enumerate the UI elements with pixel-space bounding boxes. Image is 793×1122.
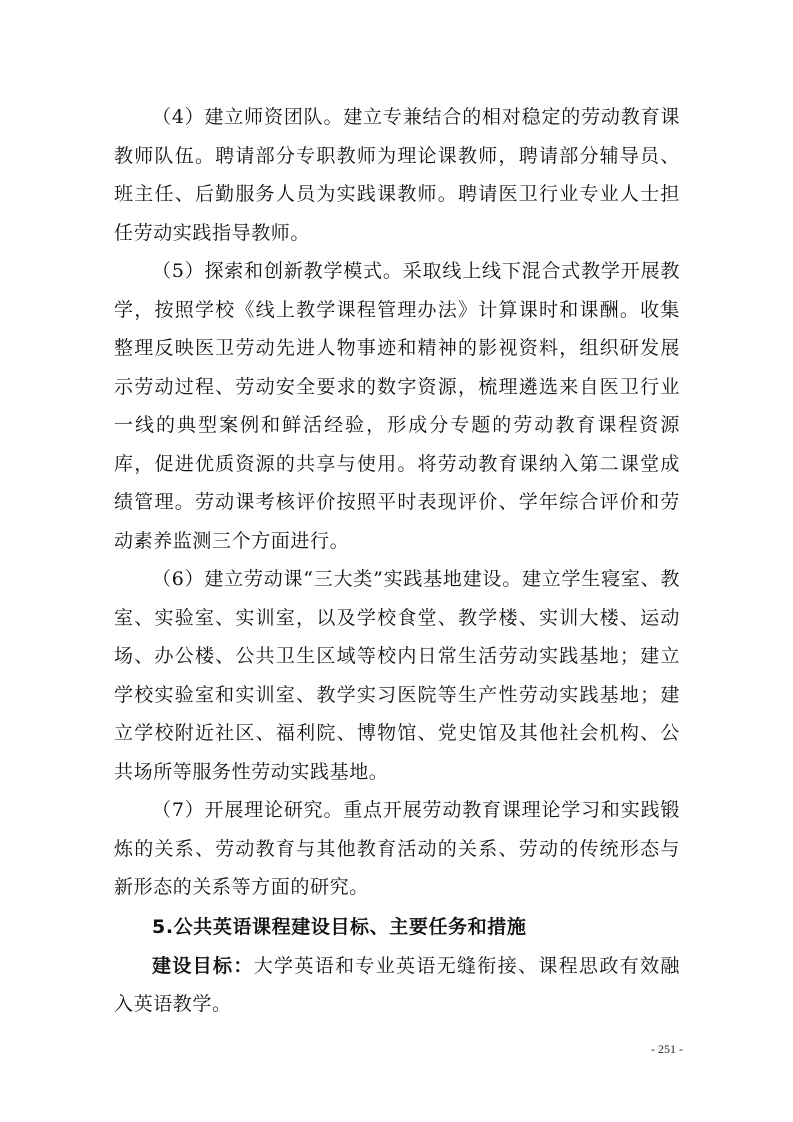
paragraph-theory-research: （7）开展理论研究。重点开展劳动教育课理论学习和实践锻炼的关系、劳动教育与其他教育活动的关系、劳动的传统形态与新形态的关系等方面的研究。 — [114, 799, 680, 898]
paragraph-construction-goal — [114, 947, 680, 1024]
page-number: - 251 - — [651, 1042, 683, 1056]
paragraph-practice-base: （6）建立劳动课“三大类”实践基地建设。建立学生寝室、教室、实验室、实训室，以及学校食堂、教学楼、实训大楼、运动场、办公楼、公共卫生区域等校内日常生活劳动实践基地；建立学校实验室和实训室、教学实习医院等生产性劳动实践基地；建立学校附近社区、福利院、博物馆、党史馆及其他社会机构、公共场所等服务性劳动实践基地。 — [114, 568, 680, 783]
section-heading: 5.公共英语课程建设目标、主要任务和措施 — [152, 915, 527, 938]
goal-text: 大学英语和专业英语无缝衔接、课程思政有效融入英语教学。 — [114, 954, 680, 1015]
paragraph-teaching-mode: （5）探索和创新教学模式。采取线上线下混合式教学开展教学，按照学校《线上教学课程管理办法》计算课时和课酬。收集整理反映医卫劳动先进人物事迹和精神的影视资料，组织研发展示劳动过程、劳动安全要求的数字资源，梳理遴选来自医卫行业一线的典型案例和鲜活经验，形成分专题的劳动教育课程资源库，促进优质资源的共享与使用。将劳动教育课纳入第二课堂成绩管理。劳动课考核评价按照平时表现评价、学年综合评价和劳动素养监测三个方面进行。 — [114, 260, 680, 552]
paragraph-teacher-team: （4）建立师资团队。建立专兼结合的相对稳定的劳动教育课教师队伍。聘请部分专职教师为理论课教师，聘请部分辅导员、班主任、后勤服务人员为实践课教师。聘请医卫行业专业人士担任劳动实践指导教师。 — [114, 106, 680, 244]
document-body — [114, 98, 680, 1024]
goal-label: 建设目标： — [152, 954, 254, 977]
